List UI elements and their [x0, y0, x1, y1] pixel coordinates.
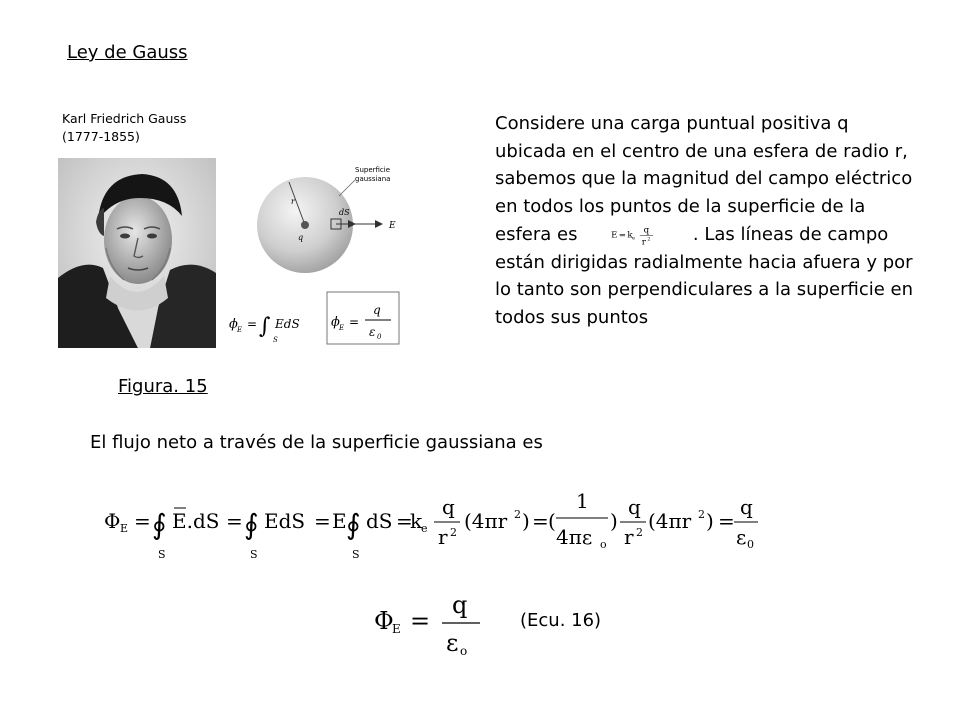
- integral-sub: S: [273, 336, 278, 344]
- eq-E-factor: E: [332, 509, 347, 533]
- eq-oint-sub-1: S: [158, 548, 166, 561]
- eq-q-num-3: q: [740, 495, 753, 519]
- eq-close-2: ): [610, 509, 618, 533]
- ds-label: dS: [339, 208, 350, 217]
- eq-4pir-2: (4πr: [648, 509, 692, 533]
- eq-4pir-exp-2: 2: [698, 508, 705, 521]
- eq-equals-5: =: [532, 509, 549, 533]
- inline-q: q: [643, 225, 650, 236]
- radius-label: r: [291, 197, 295, 206]
- gaussian-surface-diagram: [227, 158, 417, 348]
- inline-k: k: [627, 230, 633, 241]
- final-q: q: [452, 591, 468, 619]
- eq-r-den-1: r: [438, 525, 448, 549]
- flux-formula: [229, 314, 300, 344]
- eq-equals-3: =: [314, 509, 331, 533]
- coulomb-inline-equation: [583, 224, 687, 246]
- equation-number: (Ecu. 16): [520, 610, 602, 631]
- eq-oint-sub-2: S: [250, 548, 258, 561]
- equals-2: =: [349, 315, 360, 329]
- eps-sub: 0: [377, 333, 382, 341]
- eq-k: k: [410, 509, 423, 533]
- inline-r: r: [641, 237, 647, 246]
- eq-phi: Φ: [104, 509, 121, 533]
- gauss-law-result-equation: [370, 585, 490, 660]
- eq-oint-1: ∮: [152, 508, 167, 541]
- charge-label: q: [298, 233, 304, 242]
- final-phi-sub: E: [392, 622, 401, 636]
- eq-term-EdS: EdS: [264, 509, 306, 533]
- final-equals: =: [410, 607, 431, 635]
- paragraph-text-2: . Las líneas de campo están dirigidas radialmente hacia afuera y por lo tanto son perpendiculares a la superficie en todos sus puntos: [495, 223, 913, 328]
- eq-oint-3: ∮: [346, 508, 361, 541]
- gauss-portrait: [58, 158, 216, 348]
- eq-phi-sub: E: [120, 522, 129, 535]
- surface-label-1: Superficie: [355, 166, 391, 174]
- eq-close-1: ): [522, 509, 530, 533]
- inline-eq-sign: =: [618, 230, 627, 241]
- inline-exp: 2: [647, 237, 651, 243]
- q-num: q: [373, 303, 381, 317]
- phi-sub-2: E: [339, 324, 345, 332]
- eq-eps-den: ε: [736, 525, 747, 549]
- eq-equals-1: =: [134, 509, 151, 533]
- eq-one: 1: [576, 489, 589, 513]
- final-eps-sub: o: [460, 644, 468, 658]
- eq-equals-4: =: [396, 509, 413, 533]
- phi-symbol-2: ϕ: [331, 315, 340, 330]
- inline-k-sub: e: [632, 236, 636, 242]
- eq-4pieps: 4πε: [556, 525, 593, 549]
- inline-E: E: [611, 230, 618, 241]
- eq-q-num-1: q: [442, 495, 455, 519]
- eq-open-2: (: [548, 509, 556, 533]
- eq-4pir-1: (4πr: [464, 509, 508, 533]
- phi-sub: E: [237, 326, 243, 334]
- figure-label: Figura. 15: [118, 376, 208, 397]
- eq-q-num-2: q: [628, 495, 641, 519]
- caption-years: (1777-1855): [62, 129, 140, 144]
- explanation-paragraph: [495, 110, 925, 332]
- final-eps: ε: [446, 629, 459, 657]
- equals: =: [247, 317, 258, 331]
- final-phi: Φ: [374, 607, 394, 635]
- flux-intro-text: El flujo neto a través de la superficie gaussiana es: [90, 432, 543, 453]
- eq-r-den-2: r: [624, 525, 634, 549]
- paragraph-text-1: Considere una carga puntual positiva q ubicada en el centro de una esfera de radio r, sabemos que la magnitud del campo eléctrico en todos los puntos de la superficie de la esfera es: [495, 113, 913, 245]
- integrand: EdS: [275, 317, 300, 331]
- integral: ∫: [259, 314, 271, 339]
- eq-oint-sub-3: S: [352, 548, 360, 561]
- caption-name: Karl Friedrich Gauss: [62, 111, 187, 126]
- flux-derivation-equation: [100, 478, 760, 578]
- surface-pointer: [339, 180, 355, 196]
- flux-result: [331, 303, 391, 341]
- slide-title: Ley de Gauss: [67, 42, 188, 63]
- eq-close-3: ): [706, 509, 714, 533]
- eq-k-sub: e: [421, 522, 428, 535]
- eq-equals-6: =: [718, 509, 735, 533]
- eq-eps-sub: 0: [747, 538, 754, 551]
- eq-r-exp-1: 2: [450, 526, 457, 539]
- point-charge: [301, 221, 309, 229]
- surface-label-2: gaussiana: [355, 175, 391, 183]
- eq-r-exp-2: 2: [636, 526, 643, 539]
- field-label: E: [389, 221, 396, 231]
- eq-term-EdS-vec: E.dS: [172, 509, 220, 533]
- portrait-caption: [62, 110, 186, 146]
- eq-4pieps-sub: o: [600, 538, 607, 551]
- eq-oint-2: ∮: [244, 508, 259, 541]
- phi-symbol: ϕ: [229, 317, 238, 332]
- eq-equals-2: =: [226, 509, 243, 533]
- eq-term-dS: dS: [366, 509, 393, 533]
- eps-den: ε: [369, 325, 376, 339]
- eq-4pir-exp-1: 2: [514, 508, 521, 521]
